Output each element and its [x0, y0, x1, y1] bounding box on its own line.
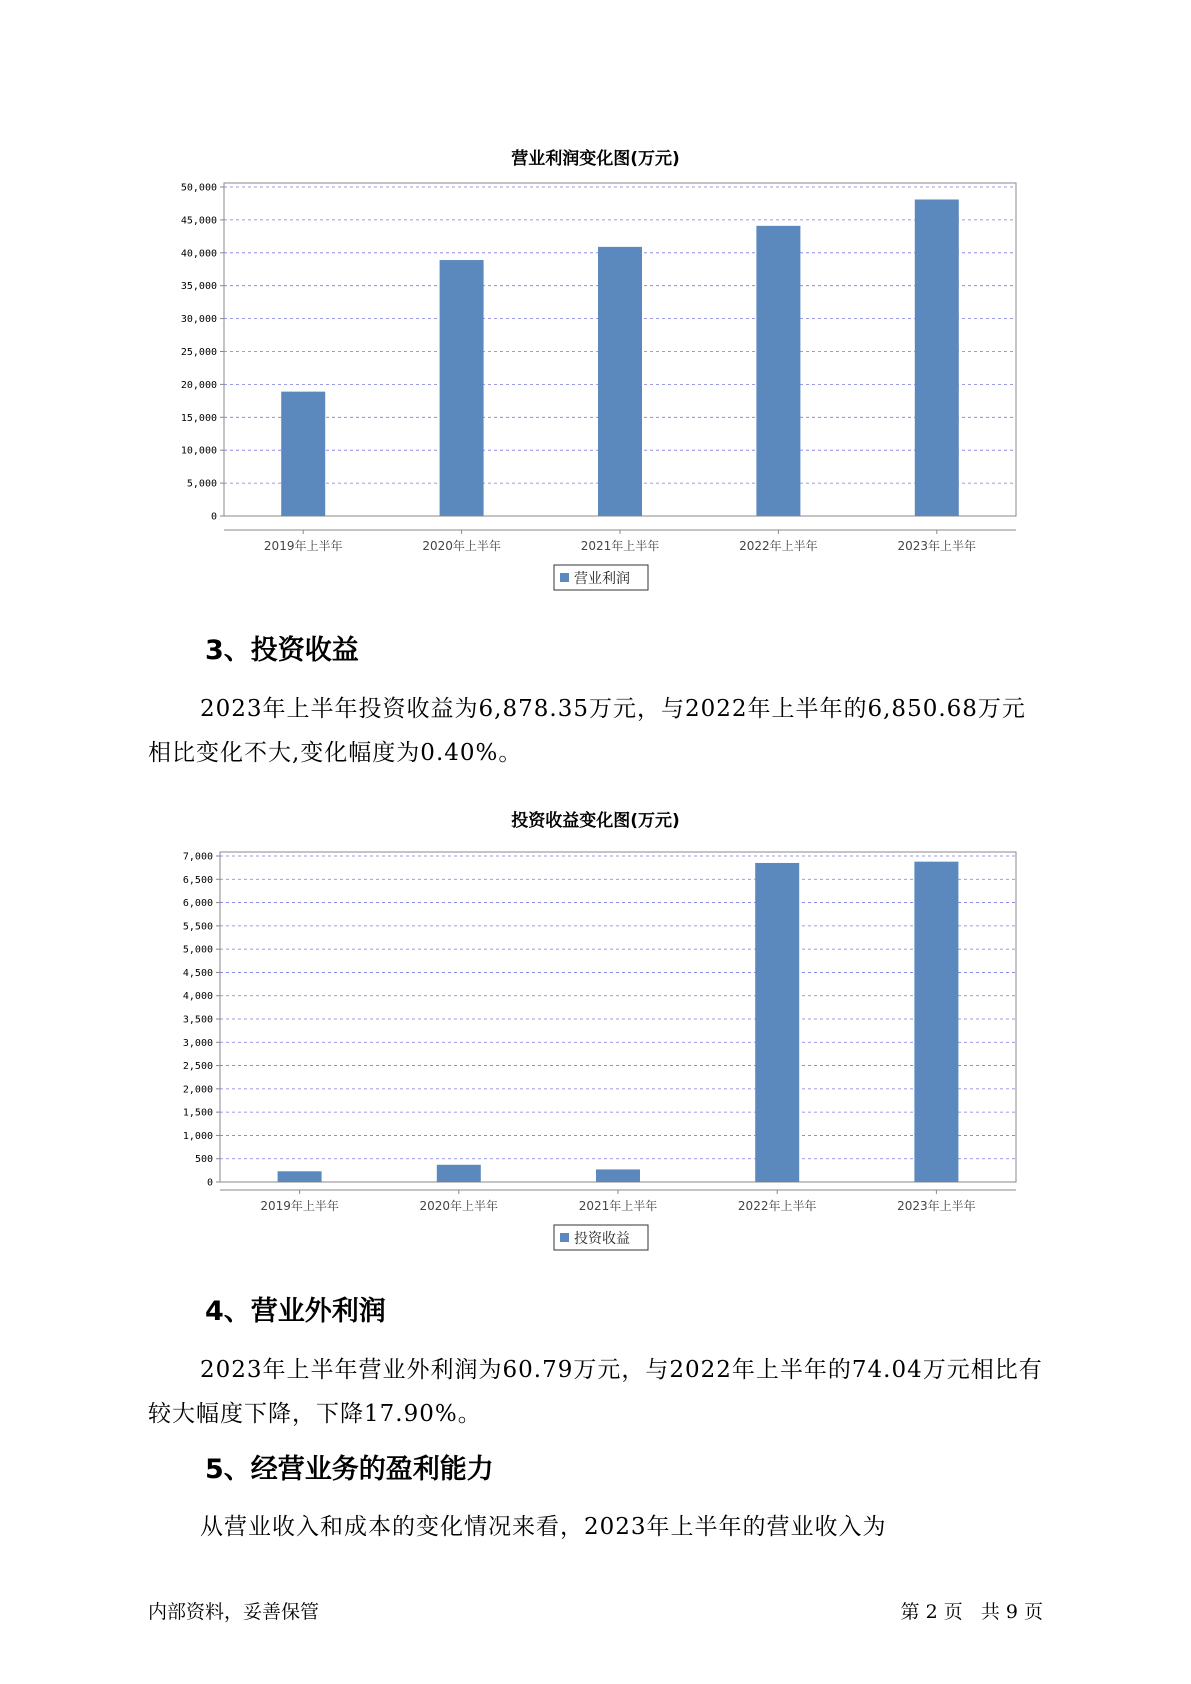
footer-page-number: 第 2 页 共 9 页 — [900, 1601, 1043, 1623]
y-tick-label: 0 — [206, 1177, 213, 1189]
x-tick-label: 2020年上半年 — [422, 539, 501, 553]
section-5-paragraph: 从营业收入和成本的变化情况来看，2023年上半年的营业收入为 — [200, 1514, 887, 1540]
y-tick-label: 10,000 — [180, 445, 217, 457]
y-tick-label: 3,500 — [182, 1014, 213, 1026]
bar — [756, 226, 800, 516]
y-tick-label: 500 — [194, 1154, 213, 1166]
y-tick-label: 5,500 — [182, 921, 213, 933]
y-tick-label: 4,500 — [182, 967, 213, 979]
legend-swatch — [560, 1233, 569, 1242]
x-tick-label: 2019年上半年 — [263, 539, 343, 553]
y-tick-label: 0 — [210, 511, 217, 523]
y-tick-label: 2,500 — [182, 1061, 213, 1073]
y-tick-label: 15,000 — [180, 412, 217, 424]
y-tick-label: 1,500 — [182, 1107, 213, 1119]
investment-income-chart — [0, 832, 1191, 1262]
y-tick-label: 25,000 — [180, 347, 217, 358]
bar — [755, 863, 799, 1182]
x-tick-label: 2023年上半年 — [897, 539, 977, 553]
x-tick-label: 2023年上半年 — [897, 1199, 976, 1213]
legend-label: 投资收益 — [574, 1231, 630, 1247]
y-tick-label: 40,000 — [180, 248, 217, 260]
y-tick-label: 35,000 — [180, 281, 217, 293]
plot-area — [220, 852, 1016, 1182]
y-tick-label: 5,000 — [182, 944, 213, 956]
y-tick-label: 6,500 — [182, 874, 213, 886]
y-tick-label: 6,000 — [182, 898, 213, 910]
x-tick-label: 2022年上半年 — [737, 1199, 817, 1213]
x-tick-label: 2022年上半年 — [739, 539, 818, 553]
y-tick-label: 45,000 — [180, 215, 217, 227]
bar — [914, 862, 958, 1182]
legend-label: 营业利润 — [574, 571, 630, 587]
footer-confidential: 内部资料，妥善保管 — [148, 1601, 320, 1623]
bar — [278, 1171, 322, 1182]
x-tick-label: 2021年上半年 — [580, 539, 660, 553]
chart-2-title: 投资收益变化图(万元) — [511, 811, 680, 831]
bar — [915, 200, 959, 516]
y-tick-label: 50,000 — [180, 182, 217, 194]
chart-1-title: 营业利润变化图(万元) — [511, 149, 680, 169]
y-tick-label: 20,000 — [180, 379, 217, 391]
x-tick-label: 2021年上半年 — [578, 1199, 658, 1213]
section-4-heading: 4、营业外利润 — [205, 1296, 386, 1327]
y-tick-label: 1,000 — [182, 1130, 213, 1142]
operating-profit-chart — [0, 172, 1191, 592]
bar — [440, 260, 484, 516]
y-tick-label: 4,000 — [182, 991, 213, 1003]
section-3-heading: 3、投资收益 — [205, 635, 359, 666]
y-tick-label: 3,000 — [182, 1037, 213, 1049]
y-tick-label: 30,000 — [180, 314, 217, 326]
y-tick-label: 7,000 — [182, 851, 213, 863]
section-5-heading: 5、经营业务的盈利能力 — [205, 1454, 494, 1485]
x-tick-label: 2020年上半年 — [419, 1199, 499, 1213]
x-tick-label: 2019年上半年 — [260, 1199, 339, 1213]
bar — [437, 1165, 481, 1182]
y-tick-label: 2,000 — [182, 1084, 213, 1096]
section-3-paragraph: 2023年上半年投资收益为6,878.35万元，与2022年上半年的6,850.68万元相比变化不大,变化幅度为0.40%。 — [148, 696, 1026, 766]
legend-swatch — [560, 573, 569, 582]
y-tick-label: 5,000 — [186, 478, 217, 490]
section-4-paragraph: 2023年上半年营业外利润为60.79万元，与2022年上半年的74.04万元相比有较大幅度下降，下降17.90%。 — [148, 1357, 1043, 1427]
bar — [281, 392, 325, 516]
bar — [598, 247, 642, 516]
bar — [596, 1169, 640, 1182]
